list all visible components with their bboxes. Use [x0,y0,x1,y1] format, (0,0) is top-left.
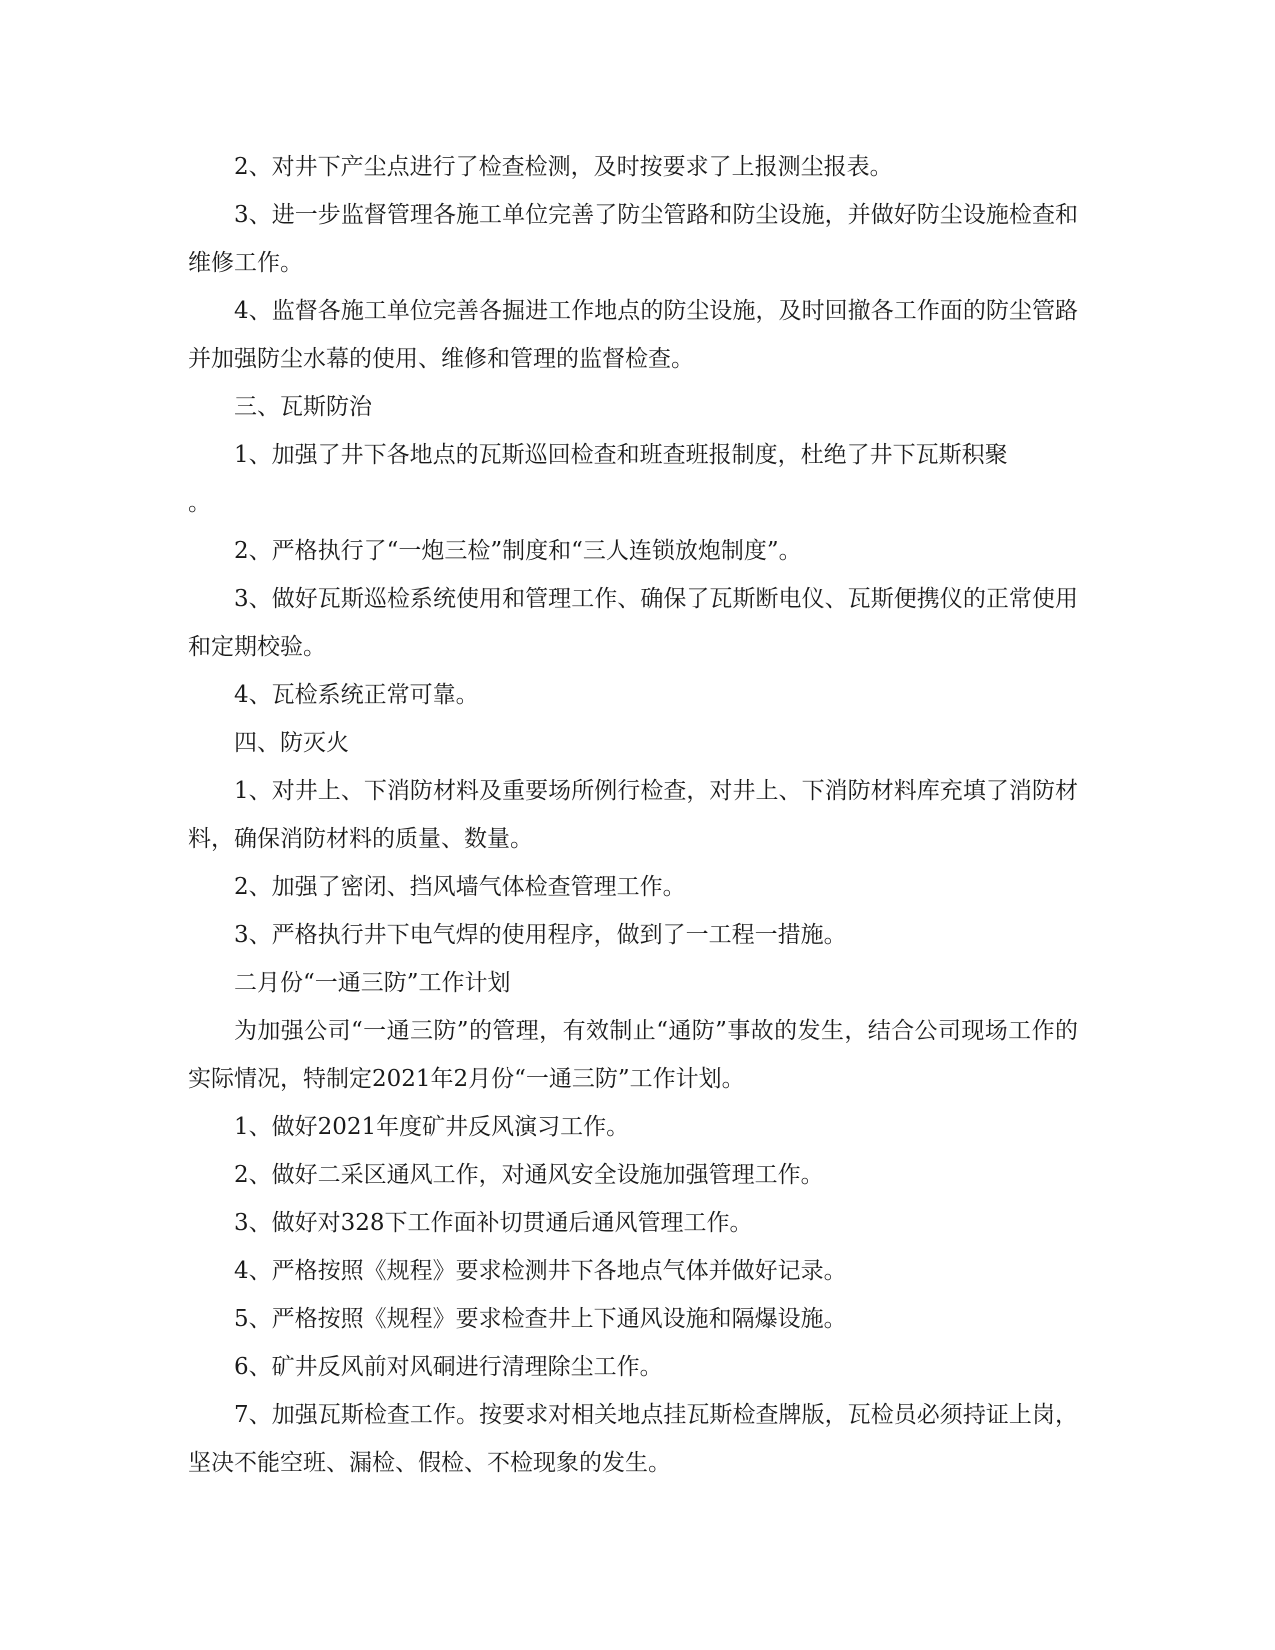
paragraph: 3、严格执行井下电气焊的使用程序，做到了一工程一措施。 [234,922,847,948]
paragraph: 3、做好瓦斯巡检系统使用和管理工作、确保了瓦斯断电仪、瓦斯便携仪的正常使用和定期校验。 [188,586,1078,660]
paragraph: 7、加强瓦斯检查工作。按要求对相关地点挂瓦斯检查牌版，瓦检员必须持证上岗，坚决不能空班、漏检、假检、不检现象的发生。 [188,1402,1078,1476]
paragraph: 1、加强了井下各地点的瓦斯巡回检查和班查班报制度，杜绝了井下瓦斯积聚 [234,442,1008,468]
paragraph: 。 [188,490,211,516]
paragraph: 4、瓦检系统正常可靠。 [234,682,479,708]
section-heading: 四、防灭火 [234,730,349,756]
section-heading: 二月份“一通三防”工作计划 [234,970,511,996]
document-body [188,143,1078,1487]
paragraph: 1、做好2021年度矿井反风演习工作。 [234,1114,630,1140]
paragraph: 3、进一步监督管理各施工单位完善了防尘管路和防尘设施，并做好防尘设施检查和维修工作。 [188,202,1078,276]
paragraph: 5、严格按照《规程》要求检查井上下通风设施和隔爆设施。 [234,1306,847,1332]
section-heading: 三、瓦斯防治 [234,394,372,420]
paragraph: 2、做好二采区通风工作，对通风安全设施加强管理工作。 [234,1162,824,1188]
paragraph: 4、监督各施工单位完善各掘进工作地点的防尘设施，及时回撤各工作面的防尘管路并加强防尘水幕的使用、维修和管理的监督检查。 [188,298,1078,372]
paragraph: 3、做好对328下工作面补切贯通后通风管理工作。 [234,1210,753,1236]
paragraph: 2、加强了密闭、挡风墙气体检查管理工作。 [234,874,686,900]
paragraph: 4、严格按照《规程》要求检测井下各地点气体并做好记录。 [234,1258,847,1284]
paragraph: 为加强公司“一通三防”的管理，有效制止“通防”事故的发生，结合公司现场工作的实际情况，特制定2021年2月份“一通三防”工作计划。 [188,1018,1078,1092]
paragraph: 1、对井上、下消防材料及重要场所例行检查，对井上、下消防材料库充填了消防材料，确保消防材料的质量、数量。 [188,778,1078,852]
paragraph: 2、对井下产尘点进行了检查检测，及时按要求了上报测尘报表。 [234,154,893,180]
paragraph: 6、矿井反风前对风硐进行清理除尘工作。 [234,1354,663,1380]
paragraph: 2、严格执行了“一炮三检”制度和“三人连锁放炮制度”。 [234,538,802,564]
